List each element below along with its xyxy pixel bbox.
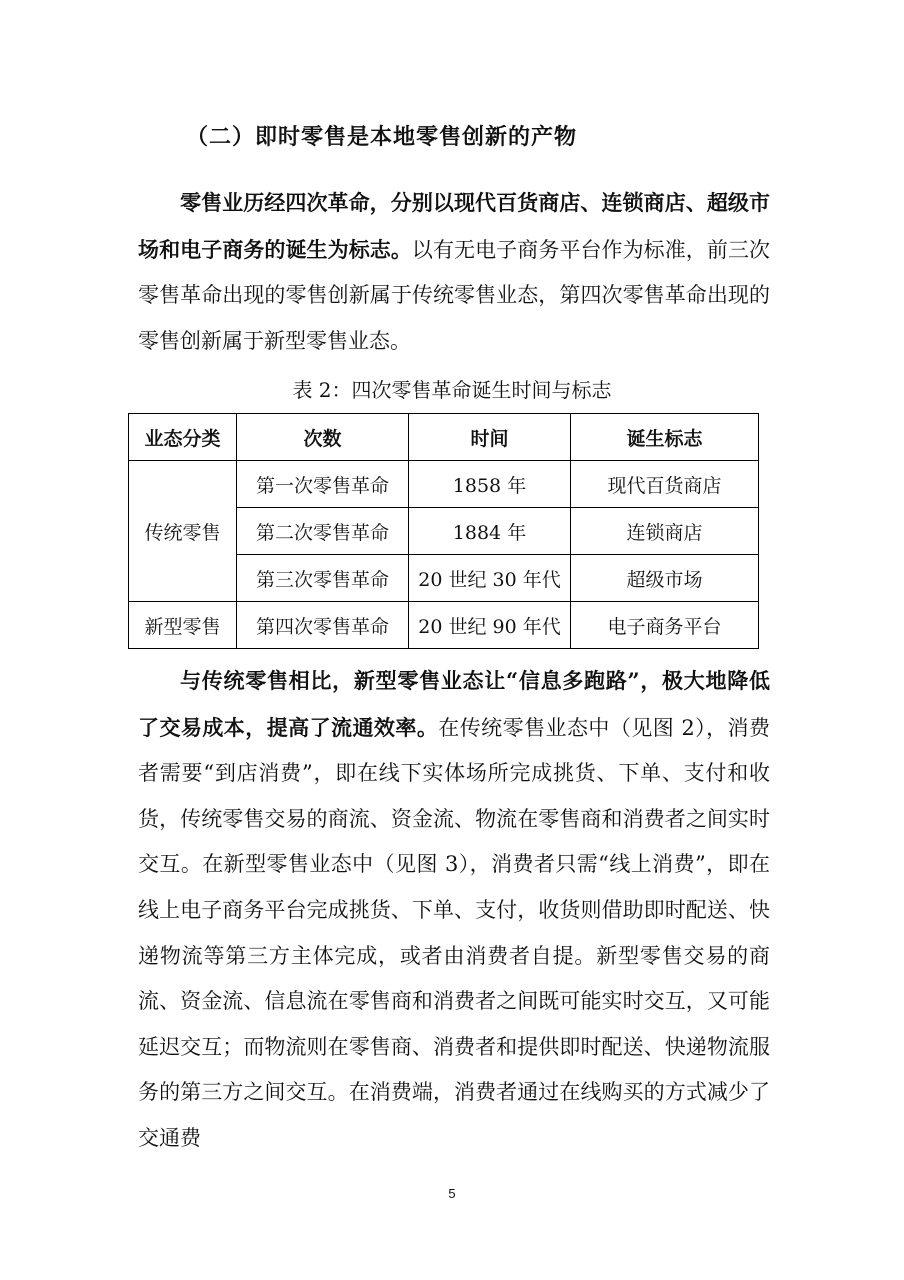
- header-category: 业态分类: [129, 414, 237, 461]
- order-cell: 第二次零售革命: [237, 508, 409, 555]
- paragraph-body: 以有无电子商务平台作为标准，前三次零售革命出现的零售创新属于传统零售业态，第四次零售革命出现的零售创新属于新型零售业态。: [138, 237, 771, 353]
- order-cell: 第四次零售革命: [237, 602, 409, 649]
- mark-cell: 连锁商店: [571, 508, 759, 555]
- table-header-row: [129, 414, 759, 461]
- category-cell: 新型零售: [129, 602, 237, 649]
- order-cell: 第一次零售革命: [237, 461, 409, 508]
- time-cell: 20 世纪 90 年代: [409, 602, 571, 649]
- table-row: [129, 461, 759, 508]
- time-cell: 20 世纪 30 年代: [409, 555, 571, 602]
- paragraph-bold-lead: 与传统零售相比，新型零售业态让“信息多跑路”，极大地降低了交易成本，提高了流通效率。: [138, 668, 770, 740]
- header-time: 时间: [409, 414, 571, 461]
- retail-revolution-table: [128, 413, 759, 649]
- time-cell: 1858 年: [409, 461, 571, 508]
- page-number: 5: [448, 1186, 456, 1201]
- table-row: [129, 602, 759, 649]
- mark-cell: 电子商务平台: [571, 602, 759, 649]
- header-mark: 诞生标志: [571, 414, 759, 461]
- paragraph-new-retail-comparison: [138, 658, 770, 1162]
- paragraph-bold-lead: 零售业历经四次革命，分别以现代百货商店、连锁商店、超级市场和电子商务的诞生为标志。: [138, 190, 770, 262]
- section-heading: （二）即时零售是本地零售创新的产物: [186, 124, 578, 150]
- category-cell: 传统零售: [129, 461, 237, 602]
- mark-cell: 超级市场: [571, 555, 759, 602]
- header-order: 次数: [237, 414, 409, 461]
- paragraph-body: 在传统零售业态中（见图 2），消费者需要“到店消费”，即在线下实体场所完成挑货、下单、支付和收货，传统零售交易的商流、资金流、物流在零售商和消费者之间实时交互。在新型零售业态中（见图 3），消费者只需“线上消费”，即在线上电子商务平台完成挑货、下单、支付，收货则借助即时配送、快递物流等第三方主体完成，或者由消费者自提。新型零售交易的商流、资金流、信息流在零售商和消费者之间既可能实时交互，又可能延迟交互；而物流则在零售商、消费者和提供即时配送、快递物流服务的第三方之间交互。在消费端，消费者通过在线购买的方式减少了交通费: [138, 715, 770, 1150]
- table-caption: 表 2：四次零售革命诞生时间与标志: [292, 378, 612, 402]
- mark-cell: 现代百货商店: [571, 461, 759, 508]
- order-cell: 第三次零售革命: [237, 555, 409, 602]
- time-cell: 1884 年: [409, 508, 571, 555]
- paragraph-retail-revolutions: [138, 180, 770, 364]
